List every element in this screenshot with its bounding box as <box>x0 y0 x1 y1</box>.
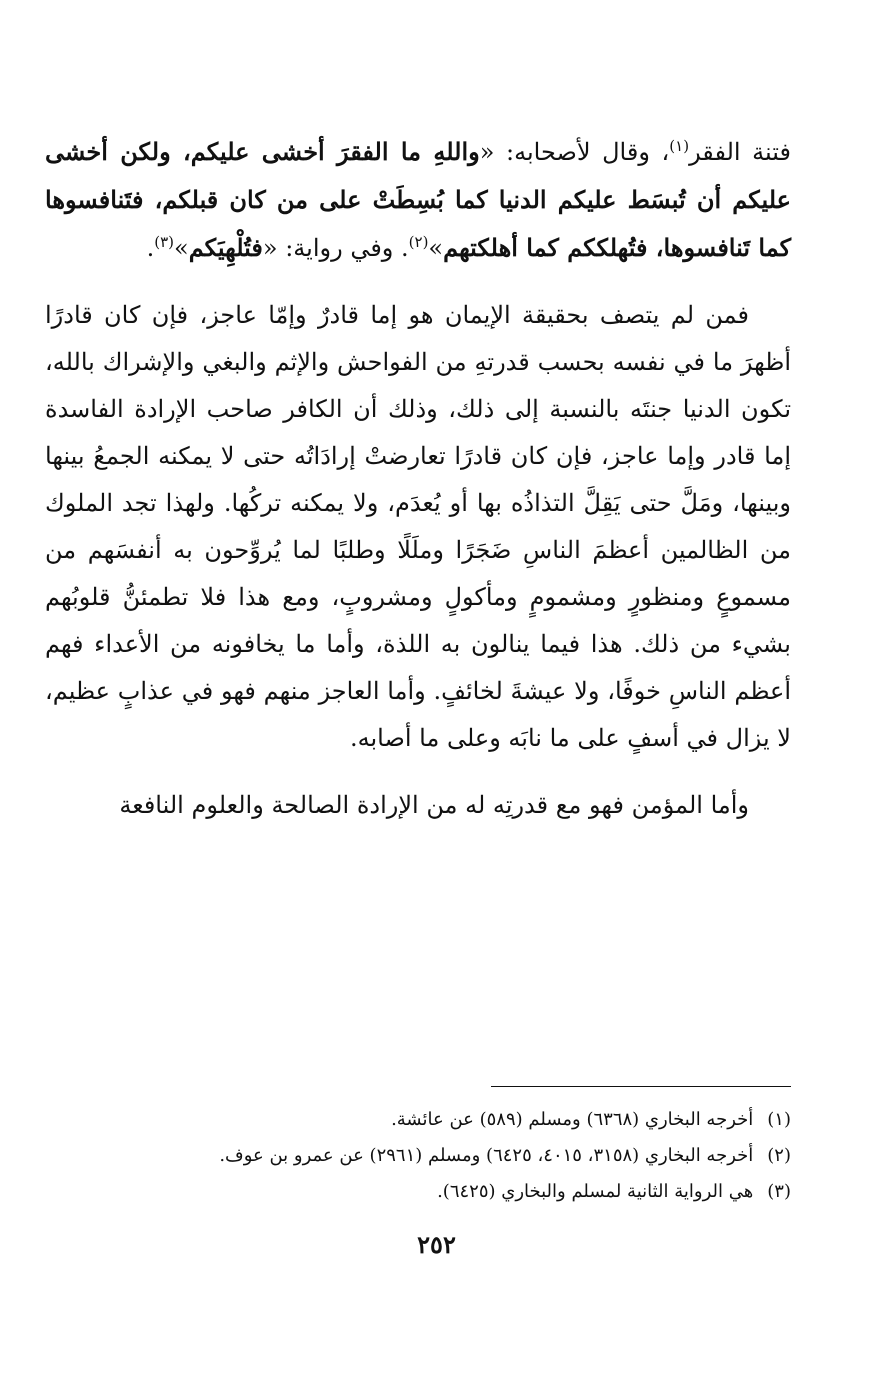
footnote-number: (١) <box>767 1109 791 1130</box>
page-number: ٢٥٢ <box>417 1230 456 1259</box>
footnote-3 <box>80 1174 791 1210</box>
footnote-ref-1: (١) <box>669 137 690 155</box>
paragraph-2: فمن لم يتصف بحقيقة الإيمان هو إما قادرٌ وإمّا عاجز، فإن كان قادرًا أظهرَ ما في نفسه بحسب قدرتهِ من الفواحش والإثم والبغي والإشراك بالله، تكون الدنيا جنتَه بالنسبة إلى ذلك، وذلك أن الكافر صاحب الإرادة الفاسدة إما قادر وإما عاجز، فإن كان قادرًا تعارضتْ إرادَاتُه حتى لا يمكنه الجمعُ بينها وبينها، ومَلَّ حتى يَقِلَّ التذاذُه بها أو يُعدَم، ولا يمكنه تركُها. ولهذا تجد الملوك من الظالمين أعظمَ الناسِ ضَجَرًا وملَلًا وطلبًا لما يُروِّحون به أنفسَهم من مسموعٍ ومنظورٍ ومشمومٍ ومأكولٍ ومشروبٍ، ومع هذا فلا تطمئنُّ قلوبُهم بشيء من ذلك. هذا فيما ينالون به اللذة، وأما ما يخافونه من الأعداء فهم أعظم الناسِ خوفًا، ولا عيشةَ لخائفٍ. وأما العاجز منهم فهو في عذابٍ عظيم، لا يزال في أسفٍ على ما نابَه وعلى ما أصابه. <box>45 301 791 752</box>
footnote-divider <box>491 1086 791 1087</box>
quote-close: » <box>174 234 189 262</box>
quote-close: » <box>428 234 444 262</box>
footnote-text: هي الرواية الثانية لمسلم والبخاري (٦٤٢٥). <box>437 1181 754 1202</box>
paragraph-1-text: ، وقال لأصحابه: « <box>479 138 670 166</box>
hadith-quote-variant: فتُلْهِيَكم <box>188 233 263 262</box>
paragraph-1-end: . <box>146 234 155 262</box>
paragraph-3: وأما المؤمن فهو مع قدرتِه له من الإرادة الصالحة والعلوم النافعة <box>119 791 749 819</box>
footnotes <box>80 1102 791 1210</box>
footnote-ref-3: (٣) <box>154 233 174 251</box>
paragraph-1-text: . وفي رواية: « <box>262 234 409 262</box>
footnote-number: (٣) <box>767 1181 791 1202</box>
footnote-ref-2: (٢) <box>408 233 429 251</box>
footnote-text: أخرجه البخاري (٦٣٦٨) ومسلم (٥٨٩) عن عائشة. <box>391 1109 754 1130</box>
paragraph-1-text: فتنة الفقر <box>689 138 791 166</box>
main-text <box>45 128 791 849</box>
footnote-1 <box>80 1102 791 1138</box>
footnote-text: أخرجه البخاري (٣١٥٨، ٤٠١٥، ٦٤٢٥) ومسلم (٢٩٦١) عن عمرو بن عوف. <box>219 1145 754 1166</box>
footnote-2 <box>80 1138 791 1174</box>
paragraph-1 <box>45 128 791 272</box>
hadith-quote: واللهِ ما الفقرَ أخشى عليكم، ولكن أخشى عليكم أن تُبسَط عليكم الدنيا كما بُسِطَتْ على من كان قبلكم، فتَنافسوها كما تَنافسوها، فتُهلككم كما أهلكتهم <box>45 137 791 262</box>
footnote-number: (٢) <box>767 1145 791 1166</box>
